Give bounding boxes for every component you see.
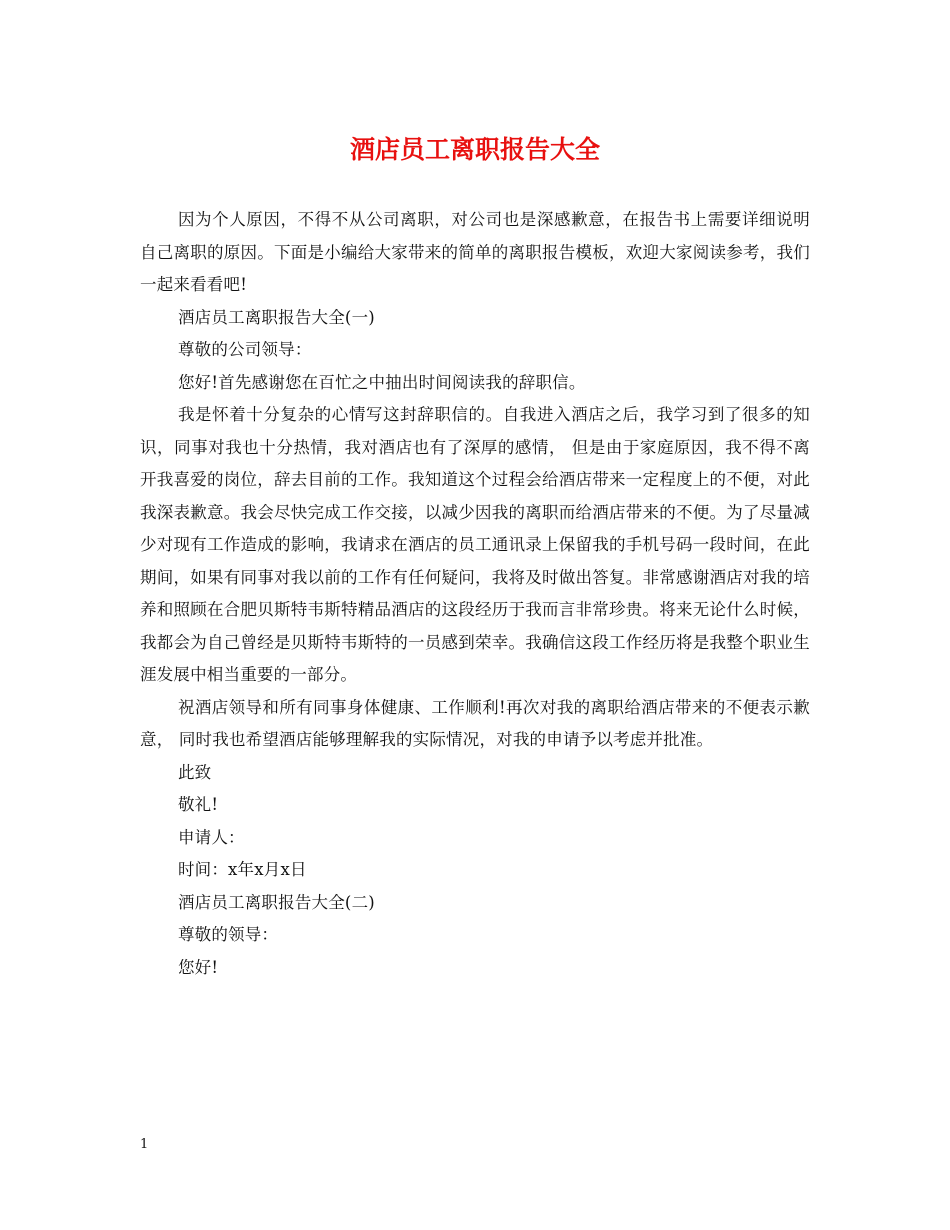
greeting: 您好!首先感谢您在百忙之中抽出时间阅读我的辞职信。 [177,372,586,392]
paragraph-closing: 祝酒店领导和所有同事身体健康、工作顺利!再次对我的离职给酒店带来的不便表示歉意， 同时我也希望酒店能够理解我的实际情况，对我的申请予以考虑并批准。 [140,697,810,749]
closing-phrase: 此致 [177,762,212,782]
salutation: 尊敬的公司领导： [177,340,312,359]
paragraph-main: 我是怀着十分复杂的心情写这封辞职信的。自我进入酒店之后，我学习到了很多的知识，同事对我也十分热情，我对酒店也有了深厚的感情， 但是由于家庭原因，我不得不离开我喜爱的岗位，辞去目前的工作。我知道这个过程会给酒店带来一定程度上的不便，对此我深表歉意。我会尽快完成工作交接，以减少因我的离职而给酒店带来的不便。为了尽量减少对现有工作造成的影响，我请求在酒店的员工通讯录上保留我的手机号码一段时间，在此期间，如果有同事对我以前的工作有任何疑问，我将及时做出答复。非常感谢酒店对我的培养和照顾在合肥贝斯特韦斯特精品酒店的这段经历于我而言非常珍贵。将来无论什么时候，我都会为自己曾经是贝斯特韦斯特的一员感到荣幸。我确信这段工作经历将是我整个职业生涯发展中相当重要的一部分。 [140,405,810,684]
section-heading-two: 酒店员工离职报告大全(二) [177,892,375,912]
section-heading-one: 酒店员工离职报告大全(一) [177,307,375,327]
page-number: 1 [140,1137,149,1152]
salutation-two: 尊敬的领导： [177,925,279,944]
applicant-line: 申请人： [177,827,245,847]
document-title: 酒店员工离职报告大全 [349,135,600,164]
paragraph-intro: 因为个人原因，不得不从公司离职，对公司也是深感歉意，在报告书上需要详细说明自己离职的原因。下面是小编给大家带来的简单的离职报告模板，欢迎大家阅读参考，我们一起来看看吧! [140,210,810,294]
date-line: 时间：x年x月x日 [177,860,307,879]
greeting-two: 您好! [177,957,219,977]
document-body [140,204,810,984]
closing-salute: 敬礼! [177,795,219,814]
